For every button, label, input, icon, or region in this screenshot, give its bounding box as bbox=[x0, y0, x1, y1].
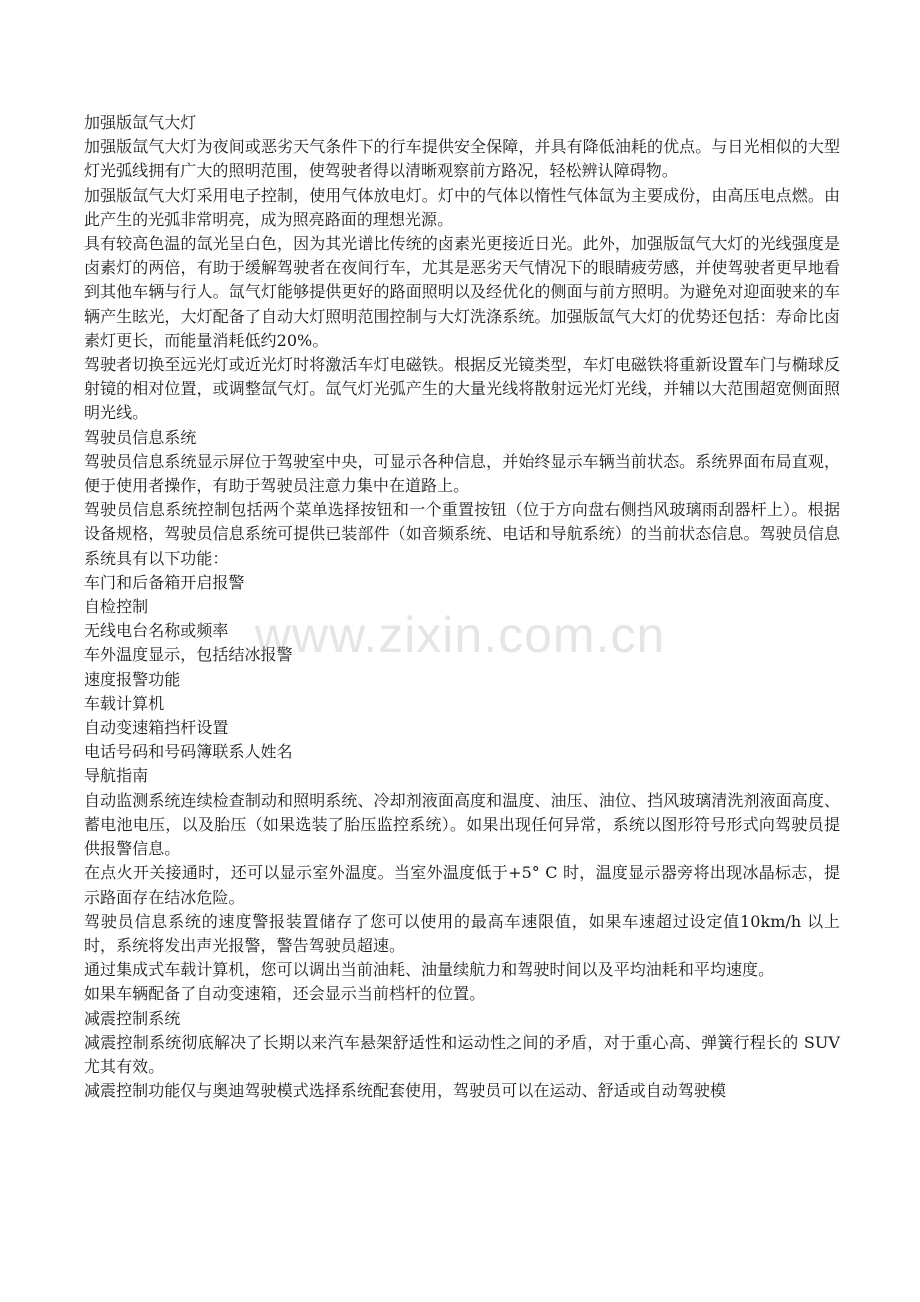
paragraph: 加强版氙气大灯为夜间或恶劣天气条件下的行车提供安全保障，并具有降低油耗的优点。与日光相似的大型灯光弧线拥有广大的照明范围，使驾驶者得以清晰观察前方路况，轻松辨认障碍物。 bbox=[84, 137, 840, 181]
paragraph: 驾驶员信息系统显示屏位于驾驶室中央，可显示各种信息，并始终显示车辆当前状态。系统界面布局直观，便于使用者操作，有助于驾驶员注意力集中在道路上。 bbox=[84, 451, 840, 496]
list-item: 自检控制 bbox=[84, 597, 149, 617]
paragraph: 具有较高色温的氙光呈白色，因为其光谱比传统的卤素光更接近日光。此外，加强版氙气大灯的光线强度是卤素灯的两倍，有助于缓解驾驶者在夜间行车，尤其是恶劣天气情况下的眼睛疲劳感，并使驾驶者更早地看到其他车辆与行人。氙气灯能够提供更好的路面照明以及经优化的侧面与前方照明。为避免对迎面驶来的车辆产生眩光，大灯配备了自动大灯照明范围控制与大灯洗涤系统。加强版氙气大灯的优势还包括：寿命比卤素灯更长，而能量消耗低约20%。 bbox=[84, 234, 840, 350]
paragraph: 减震控制系统彻底解决了长期以来汽车悬架舒适性和运动性之间的矛盾，对于重心高、弹簧行程长的 SUV 尤其有效。 bbox=[84, 1032, 840, 1076]
section-heading: 驾驶员信息系统 bbox=[84, 427, 197, 447]
list-item: 自动变速箱挡杆设置 bbox=[84, 718, 229, 738]
document-body bbox=[84, 111, 840, 1103]
watermark-text: www.zixin.com.cn bbox=[254, 607, 666, 663]
paragraph: 如果车辆配备了自动变速箱，还会显示当前档杆的位置。 bbox=[84, 984, 486, 1004]
paragraph: 驾驶者切换至远光灯或近光灯时将激活车灯电磁铁。根据反光镜类型，车灯电磁铁将重新设置车门与椭球反射镜的相对位置，或调整氙气灯。氙气灯光弧产生的大量光线将散射远光灯光线，并辅以大范围超宽侧面照明光线。 bbox=[84, 355, 840, 423]
paragraph: 加强版氙气大灯采用电子控制，使用气体放电灯。灯中的气体以惰性气体氙为主要成份，由高压电点燃。由此产生的光弧非常明亮，成为照亮路面的理想光源。 bbox=[84, 185, 840, 229]
list-item: 车门和后备箱开启报警 bbox=[84, 572, 245, 592]
list-item: 速度报警功能 bbox=[84, 669, 181, 689]
paragraph: 自动监测系统连续检查制动和照明系统、冷却剂液面高度和温度、油压、油位、挡风玻璃清洗剂液面高度、蓄电池电压，以及胎压（如果选装了胎压监控系统）。如果出现任何异常，系统以图形符号形式向驾驶员提供报警信息。 bbox=[84, 790, 840, 859]
list-item: 电话号码和号码簿联系人姓名 bbox=[84, 742, 293, 762]
section-heading: 减震控制系统 bbox=[84, 1008, 181, 1028]
section-heading: 加强版氙气大灯 bbox=[84, 113, 197, 132]
paragraph: 驾驶员信息系统的速度警报装置储存了您可以使用的最高车速限值，如果车速超过设定值10km/h 以上时，系统将发出声光报警，警告驾驶员超速。 bbox=[84, 911, 840, 955]
list-item: 车外温度显示，包括结冰报警 bbox=[84, 645, 293, 665]
paragraph: 通过集成式车载计算机，您可以调出当前油耗、油量续航力和驾驶时间以及平均油耗和平均速度。 bbox=[84, 960, 775, 980]
list-item: 无线电台名称或频率 bbox=[84, 621, 229, 641]
paragraph: 在点火开关接通时，还可以显示室外温度。当室外温度低于+5° C 时，温度显示器旁将出现冰晶标志，提示路面存在结冰危险。 bbox=[84, 863, 840, 907]
list-item: 导航指南 bbox=[84, 766, 149, 786]
paragraph: 减震控制功能仅与奥迪驾驶模式选择系统配套使用，驾驶员可以在运动、舒适或自动驾驶模 bbox=[84, 1081, 727, 1101]
list-item: 车载计算机 bbox=[84, 693, 165, 713]
paragraph: 驾驶员信息系统控制包括两个菜单选择按钮和一个重置按钮（位于方向盘右侧挡风玻璃雨刮器杆上）。根据设备规格，驾驶员信息系统可提供已装部件（如音频系统、电话和导航系统）的当前状态信息。驾驶员信息系统具有以下功能： bbox=[84, 500, 840, 568]
